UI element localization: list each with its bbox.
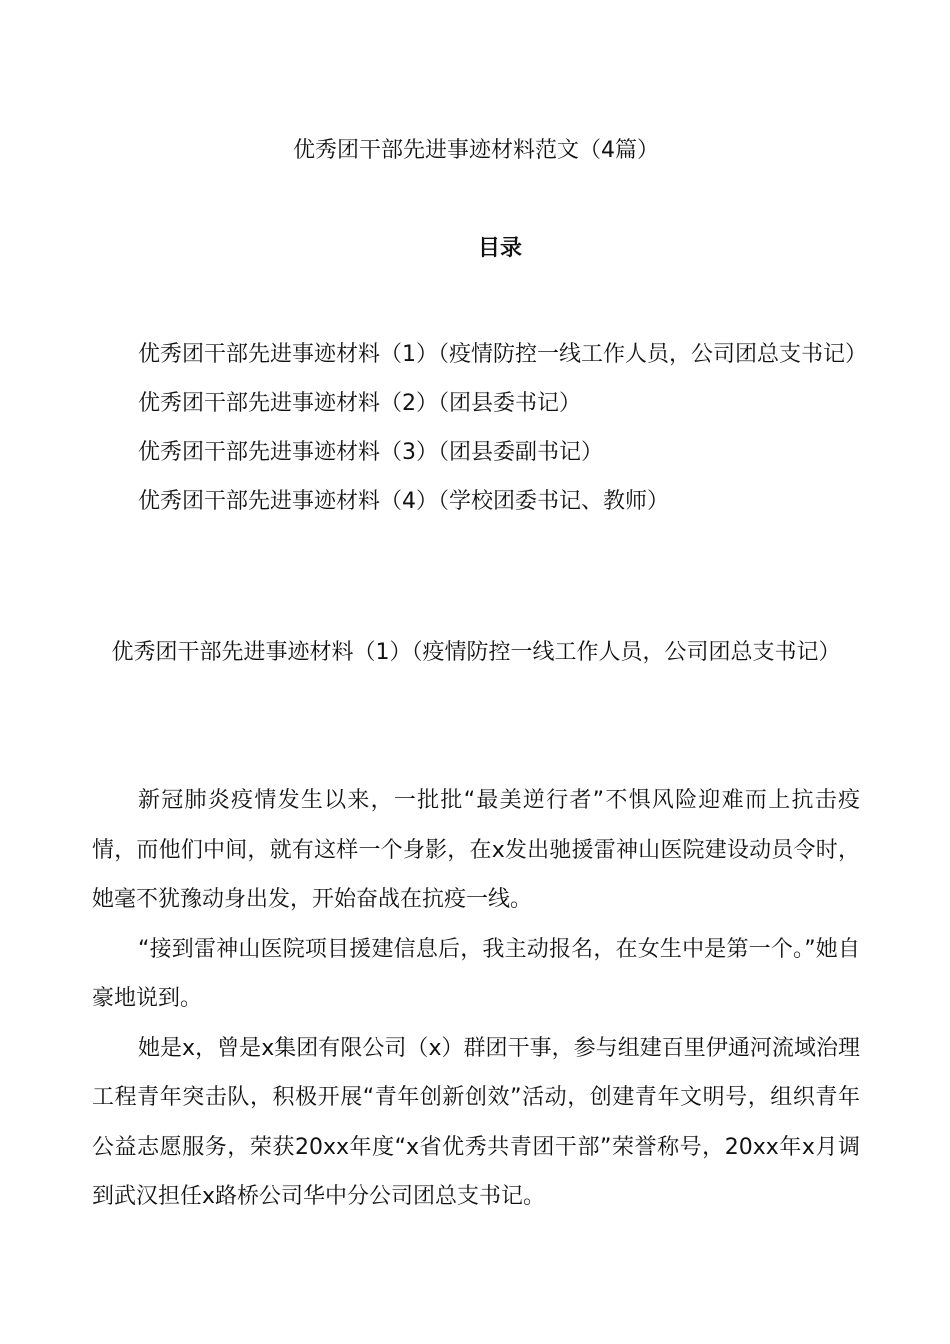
paragraph: 新冠肺炎疫情发生以来，一批批“最美逆行者”不惧风险迎难而上抗击疫情，而他们中间，就有这样一个身影，在x发出驰援雷神山医院建设动员令时，她毫不犹豫动身出发，开始奋战在抗疫一线。 (92, 788, 860, 912)
toc-item[interactable]: 优秀团干部先进事迹材料（2）（团县委书记） (138, 391, 581, 416)
paragraph: 她是x，曾是x集团有限公司（x）群团干事，参与组建百里伊通河流域治理工程青年突击队，积极开展“青年创新创效”活动，创建青年文明号，组织青年公益志愿服务，荣获20xx年度“x省优秀共青团干部”荣誉称号，20xx年x月调到武汉担任x路桥公司华中分公司团总支书记。 (92, 1035, 860, 1209)
toc-item[interactable]: 优秀团干部先进事迹材料（3）（团县委副书记） (138, 440, 603, 465)
section-title: 优秀团干部先进事迹材料（1）（疫情防控一线工作人员，公司团总支书记） (111, 640, 841, 665)
document-title: 优秀团干部先进事迹材料范文（4篇） (293, 138, 659, 163)
toc-item[interactable]: 优秀团干部先进事迹材料（4）（学校团委书记、教师） (138, 489, 669, 514)
section-body (92, 776, 860, 1222)
table-of-contents (92, 330, 867, 526)
toc-item[interactable]: 优秀团干部先进事迹材料（1）（疫情防控一线工作人员，公司团总支书记） (138, 342, 867, 367)
paragraph: “接到雷神山医院项目援建信息后，我主动报名，在女生中是第一个。”她自豪地说到。 (92, 936, 860, 1011)
toc-heading: 目录 (477, 236, 522, 261)
